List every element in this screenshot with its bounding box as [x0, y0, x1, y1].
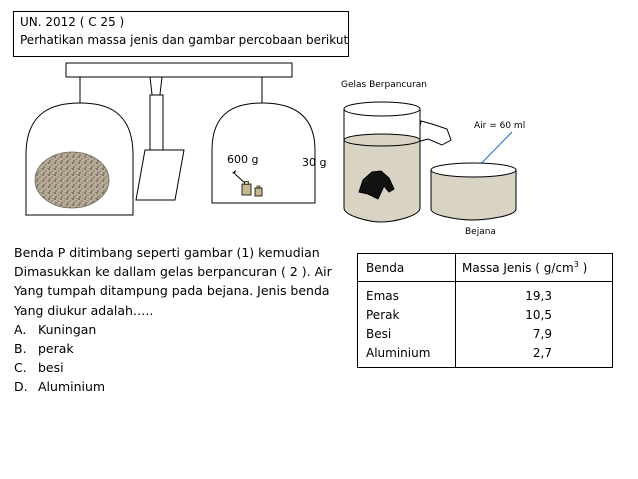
option-text: Aluminium [38, 379, 106, 395]
option-letter: C. [14, 360, 27, 376]
table-header-row [358, 254, 613, 282]
header-density-text: Massa Jenis ( g/cm [462, 261, 574, 275]
metal-names-cell [358, 282, 456, 368]
option-letter: A. [14, 321, 27, 337]
vessel [431, 163, 516, 220]
option-letter: D. [14, 379, 28, 395]
left-pan [26, 103, 133, 215]
question-line: Benda P ditimbang seperti gambar (1) kemudian [14, 245, 320, 260]
option-text: Kuningan [38, 321, 97, 337]
option-text: perak [38, 341, 74, 357]
header-subtitle: Perhatikan massa jenis dan gambar percobaan berikut [20, 33, 349, 47]
option-c[interactable] [14, 358, 332, 377]
option-d[interactable] [14, 377, 332, 396]
header-density [456, 254, 613, 282]
metal-name: Besi [366, 327, 392, 341]
question-line: Dimasukkan ke dallam gelas berpancuran ( 2 ). Air [14, 264, 332, 280]
vessel-label: Bejana [465, 227, 496, 237]
question-line: Yang diukur adalah….. [14, 302, 154, 318]
density-value: 10,5 [525, 308, 552, 322]
question-block [14, 243, 332, 397]
density-table [357, 253, 613, 368]
density-value: 2,7 [532, 346, 552, 360]
density-value: 7,9 [532, 327, 552, 341]
mass-label-30: 30 g [302, 156, 327, 169]
overflow-glass-label: Gelas Berpancuran [341, 80, 427, 90]
density-value: 19,3 [525, 289, 552, 303]
header-density-end: ) [578, 261, 588, 275]
metal-name: Perak [366, 308, 400, 322]
header-density-sup: 3 [573, 260, 579, 269]
option-b[interactable] [14, 339, 332, 358]
header-title: UN. 2012 ( C 25 ) [20, 15, 125, 29]
mass-label-600: 600 g [227, 153, 259, 166]
option-text: besi [38, 360, 64, 376]
water-volume-label: Air = 60 ml [474, 121, 526, 131]
option-letter: B. [14, 341, 27, 357]
metal-name: Emas [366, 289, 399, 303]
option-a[interactable] [14, 320, 332, 339]
table-row [358, 282, 613, 368]
header-benda: Benda [358, 254, 456, 282]
question-line: Yang tumpah ditampung pada bejana. Jenis benda [14, 283, 330, 299]
density-values-cell [456, 282, 613, 368]
metal-name: Aluminium [366, 346, 431, 360]
